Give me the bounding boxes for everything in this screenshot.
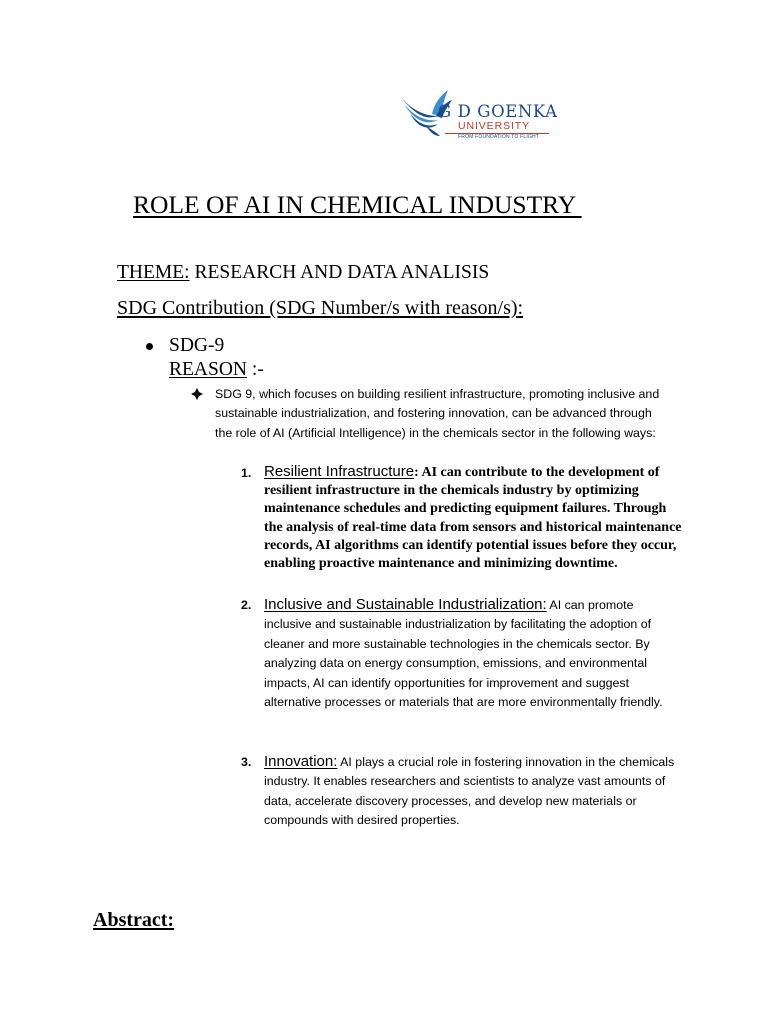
sdg-item: SDG-9	[169, 335, 225, 356]
reason-label: REASON	[169, 359, 248, 380]
item-heading: Resilient Infrastructure	[264, 463, 415, 480]
document-title: ROLE OF AI IN CHEMICAL INDUSTRY	[133, 190, 582, 219]
theme-value: RESEARCH AND DATA ANALISIS	[189, 262, 490, 283]
reason-line	[169, 360, 264, 380]
item-text: AI plays a crucial role in fostering innovation in the chemicals industry. It enables researchers and scientists to analyze vast amounts of data, accelerate discovery processes, and develop new materials or compounds with desired properties.	[264, 755, 675, 828]
reason-suffix: :-	[247, 359, 264, 380]
logo-name: G D GOENKA	[438, 102, 558, 121]
theme-line	[117, 263, 489, 283]
item-number: 3.	[241, 755, 252, 769]
item-number: 2.	[241, 598, 252, 612]
list-item	[264, 463, 684, 573]
bullet-dot-icon	[146, 343, 153, 350]
diamond-bullet-icon	[191, 388, 203, 400]
list-item	[264, 595, 684, 712]
item-text: AI can promote inclusive and sustainable industrialization by facilitating the adoption of cleaner and more sustainable technologies in the chemicals sector. By analyzing data on energy consumption, emissions, and environmental impacts, AI can identify opportunities for improvement and suggest alternative processes or materials that are more environmentally friendly.	[264, 598, 663, 710]
logo-university: UNIVERSITY	[458, 120, 531, 132]
item-heading: Inclusive and Sustainable Industrialization:	[264, 596, 547, 613]
sdg-heading: SDG Contribution (SDG Number/s with reason/s):	[117, 297, 524, 319]
theme-label: THEME:	[117, 262, 190, 283]
intro-paragraph: SDG 9, which focuses on building resilient infrastructure, promoting inclusive and sustainable industrialization, and fostering innovation, can be advanced through the role of AI (Artificial Intelligence) in the chemicals sector in the following ways:	[215, 387, 660, 440]
logo-tagline: FROM FOUNDATION TO FLIGHT	[458, 134, 540, 140]
abstract-heading: Abstract:	[93, 909, 175, 931]
item-heading: Innovation:	[264, 753, 338, 770]
item-text: : AI can contribute to the development of resilient infrastructure in the chemicals industry by optimizing maintenance schedules and predicting equipment failures. Through the analysis of real-time data from sensors and historical maintenance records, AI algorithms can identify potential issues before they occur, enabling proactive maintenance and minimizing downtime.	[264, 465, 682, 572]
list-item	[264, 752, 684, 831]
item-number: 1.	[241, 466, 252, 480]
